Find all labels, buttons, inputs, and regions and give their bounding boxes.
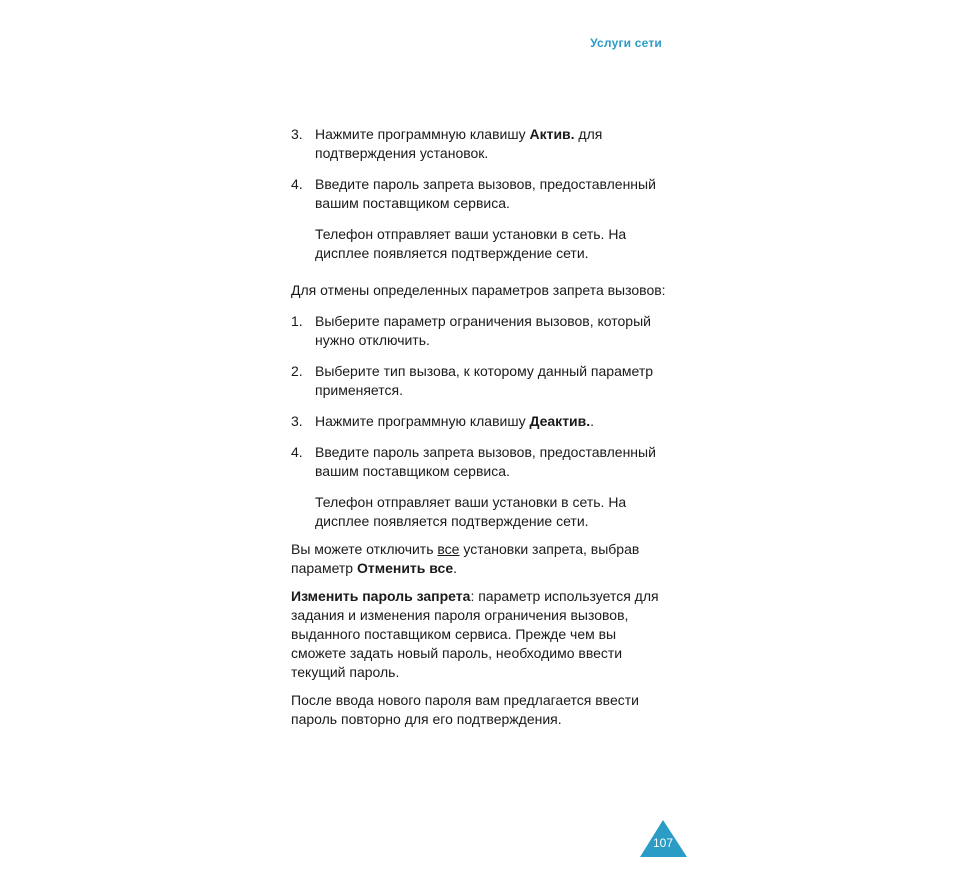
softkey-activate: Актив. (529, 126, 575, 142)
list-item (291, 312, 671, 350)
intro-paragraph: Для отмены определенных параметров запрета вызовов: (291, 282, 666, 298)
step-text: Нажмите программную клавишу Актив. для подтверждения установок. (315, 126, 603, 161)
step-number: 4. (291, 444, 303, 460)
confirm-paragraph: После ввода нового пароля вам предлагается ввести пароль повторно для его подтверждения. (291, 692, 639, 727)
step-text: Введите пароль запрета вызовов, предоставленный вашим поставщиком сервиса. (315, 444, 656, 479)
step-number: 1. (291, 313, 303, 329)
section-header: Услуги сети (590, 36, 662, 50)
list-item (291, 362, 671, 400)
step-number: 4. (291, 176, 303, 192)
step-text: Нажмите программную клавишу Деактив.. (315, 413, 595, 429)
note-text: Телефон отправляет ваши установки в сеть. На дисплее появляется подтверждение сети. (315, 226, 627, 261)
step-number: 2. (291, 363, 303, 379)
change-password-paragraph: Изменить пароль запрета: параметр используется для задания и изменения пароля ограничения вызовов, выданного поставщиком сервиса. Прежде чем вы сможете задать новый пароль, необходимо ввести текущий пароль. (291, 588, 659, 680)
list-item (291, 175, 671, 213)
note-text: Телефон отправляет ваши установки в сеть. На дисплее появляется подтверждение сети. (315, 494, 627, 529)
list-item (291, 412, 671, 431)
list-item (291, 125, 671, 163)
softkey-deactivate: Деактив. (529, 413, 591, 429)
page-number: 107 (652, 836, 674, 850)
list-item (291, 443, 671, 481)
step-text: Выберите параметр ограничения вызовов, который нужно отключить. (315, 313, 651, 348)
page-number-badge (640, 820, 688, 858)
step-number: 3. (291, 126, 303, 142)
cancel-all-paragraph: Вы можете отключить все установки запрета, выбрав параметр Отменить все. (291, 541, 640, 576)
step-number: 3. (291, 413, 303, 429)
step-text: Введите пароль запрета вызовов, предоставленный вашим поставщиком сервиса. (315, 176, 656, 211)
step-text: Выберите тип вызова, к которому данный параметр применяется. (315, 363, 654, 398)
page-content (291, 125, 671, 741)
